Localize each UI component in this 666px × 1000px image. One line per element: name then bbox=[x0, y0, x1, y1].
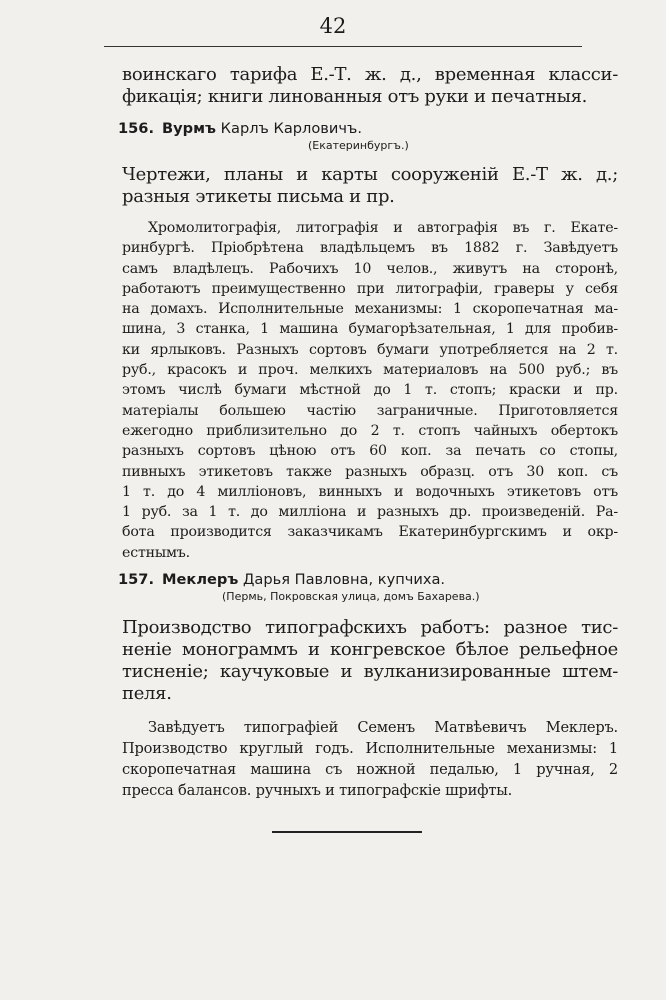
entry-given-names: Карлъ Карловичъ. bbox=[220, 120, 362, 137]
entry-156 bbox=[118, 120, 618, 563]
body-line: 1 руб. за 1 т. до милліона и разныхъ др. произведеній. Ра- bbox=[122, 504, 618, 521]
title-line: Производство типографскихъ работъ: разное тис- bbox=[122, 617, 618, 639]
entry-body bbox=[122, 717, 618, 801]
text-line: фикація; книги линованныя отъ руки и печатныя. bbox=[122, 86, 588, 107]
title-line: разныя этикеты письма и пр. bbox=[122, 186, 395, 207]
body-line: ежегодно приблизительно до 2 т. стопъ чайныхъ обертокъ bbox=[122, 422, 618, 439]
body-line: на домахъ. Исполнительные механизмы: 1 скоропечатная ма- bbox=[122, 301, 618, 318]
entry-body bbox=[122, 218, 618, 563]
entry-157 bbox=[118, 571, 618, 801]
body-line: разныхъ сортовъ цѣною отъ 60 коп. за печать со стопы, bbox=[122, 443, 618, 460]
title-line: неніе монограммъ и конгревское бѣлое рельефное bbox=[122, 639, 618, 661]
body-line: скоропечатная машина съ ножной педалью, 1 ручная, 2 bbox=[122, 761, 618, 779]
body-line: Производство круглый годъ. Исполнительные механизмы: 1 bbox=[122, 740, 618, 758]
body-line: ринбургѣ. Пріобрѣтена владѣльцемъ въ 1882 г. Завѣдуетъ bbox=[122, 240, 618, 257]
entry-surname: Меклеръ bbox=[162, 571, 239, 589]
entry-number: 157. bbox=[118, 571, 155, 589]
entry-given-names: Дарья Павловна, купчиха. bbox=[242, 571, 446, 589]
body-line: шина, 3 станка, 1 машина бумагорѣзательная, 1 для пробив- bbox=[122, 321, 618, 338]
body-line: бота производится заказчикамъ Екатеринбургскимъ и окр- bbox=[122, 524, 618, 541]
header-rule bbox=[104, 46, 582, 47]
title-line: Чертежи, планы и карты сооруженій Е.-Т ж. д.; bbox=[122, 164, 618, 185]
body-line: пивныхъ этикетовъ также разныхъ образц. отъ 30 коп. съ bbox=[122, 463, 618, 480]
body-line: Хромолитографія, литографія и автографія въ г. Екате- bbox=[148, 220, 618, 236]
body-line: руб., красокъ и проч. мелкихъ материаловъ на 500 руб.; въ bbox=[122, 362, 618, 379]
footer-rule bbox=[272, 831, 422, 833]
title-line: пеля. bbox=[122, 683, 172, 705]
entry-heading bbox=[118, 571, 618, 589]
entry-title bbox=[122, 617, 618, 705]
entry-location: (Пермь, Покровская улица, домъ Бахарева.) bbox=[222, 590, 480, 604]
entry-title bbox=[122, 164, 618, 208]
body-line: естнымъ. bbox=[122, 544, 190, 561]
body-line: Завѣдуетъ типографіей Семенъ Матвѣевичъ Меклеръ. bbox=[148, 719, 618, 737]
text-line: воинскаго тарифа Е.-Т. ж. д., временная класси- bbox=[122, 64, 618, 85]
body-line: пресса балансов. ручныхъ и типографскіе шрифты. bbox=[122, 782, 513, 800]
page-content bbox=[118, 64, 618, 801]
body-line: этомъ числѣ бумаги мѣстной до 1 т. стопъ; краски и пр. bbox=[122, 382, 618, 399]
body-line: работаютъ преимущественно при литографіи, граверы у себя bbox=[122, 280, 618, 297]
body-line: самъ владѣлецъ. Рабочихъ 10 челов., живутъ на сторонѣ, bbox=[122, 260, 618, 277]
entry-surname: Вурмъ bbox=[162, 120, 216, 137]
entry-heading bbox=[118, 120, 618, 138]
continuation-block bbox=[122, 64, 618, 108]
entry-number: 156. bbox=[118, 120, 155, 137]
body-line: ки ярлыковъ. Разныхъ сортовъ бумаги употребляется на 2 т. bbox=[122, 341, 618, 358]
title-line: тисненіе; каучуковые и вулканизированные штем- bbox=[122, 661, 618, 683]
body-line: 1 т. до 4 милліоновъ, винныхъ и водочныхъ этикетовъ отъ bbox=[122, 483, 618, 500]
page-number: 42 bbox=[319, 14, 347, 38]
entry-location: (Екатеринбургъ.) bbox=[308, 139, 409, 152]
body-line: матеріалы большею частію заграничные. Приготовляется bbox=[122, 402, 618, 419]
